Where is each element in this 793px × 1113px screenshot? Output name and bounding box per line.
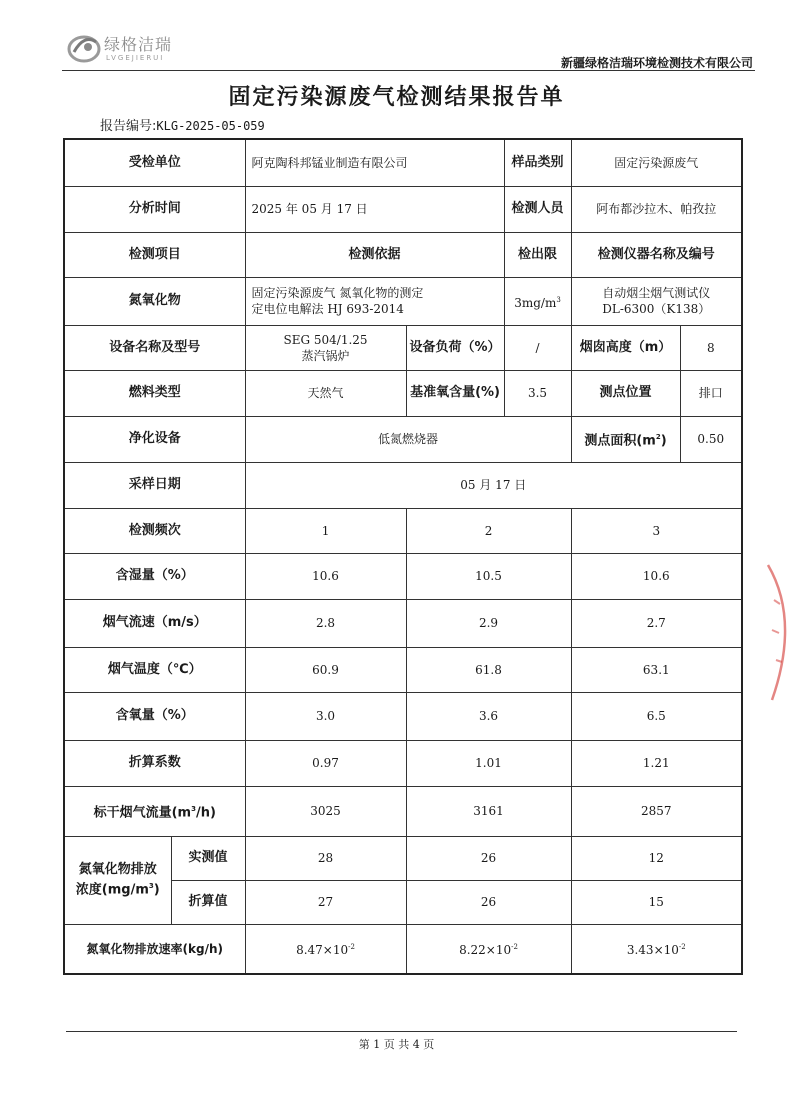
chimney-label: 烟囱高度（m） [571, 325, 680, 370]
oxygen-ref-label: 基准氧含量(%) [406, 370, 504, 416]
load-label: 设备负荷（%） [406, 325, 504, 370]
instrument-value [571, 277, 742, 325]
moisture-1: 10.6 [245, 553, 406, 599]
oxygen-label: 含氧量（%） [64, 692, 245, 740]
moisture-3: 10.6 [571, 553, 742, 599]
flow-label-text: 标干烟气流量(m [93, 805, 192, 821]
item-value: 氮氧化物 [64, 277, 245, 325]
rate-1-value: 8.47×10 [296, 943, 349, 958]
freq-label: 检测频次 [64, 508, 245, 553]
page-title: 固定污染源废气检测结果报告单 [228, 85, 565, 110]
basis-value [245, 277, 504, 325]
equipment-line-1: SEG 504/1.25 [283, 332, 368, 347]
measured-3: 12 [571, 836, 742, 880]
load-value: / [504, 325, 571, 370]
flow-3: 2857 [571, 786, 742, 836]
limit-label: 检出限 [504, 232, 571, 277]
report-number-value: KLG-2025-05-059 [156, 119, 265, 133]
table-row [64, 277, 742, 325]
date-value: 05 月 17 日 [245, 462, 742, 508]
logo-english-name: LVGEJIERUI [106, 54, 165, 62]
table-row [64, 186, 742, 232]
table-row [64, 325, 742, 370]
table-row [64, 692, 742, 740]
oxygen-2: 3.6 [406, 692, 571, 740]
report-number-label: 报告编号: [100, 119, 157, 134]
table-row [64, 647, 742, 692]
table-row [64, 924, 742, 974]
logo-chinese-name: 绿格洁瑞 [104, 35, 173, 54]
table-row [64, 370, 742, 416]
area-label-close: ) [660, 433, 667, 449]
table-row [64, 508, 742, 553]
report-number [100, 115, 265, 134]
table-row [64, 462, 742, 508]
sample-type-label: 样品类别 [504, 139, 571, 186]
sample-type-value: 固定污染源废气 [571, 139, 742, 186]
table-row [64, 836, 742, 880]
temp-3: 63.1 [571, 647, 742, 692]
item-label: 检测项目 [64, 232, 245, 277]
flow-label-sup: 3 [191, 804, 196, 813]
converted-2: 26 [406, 880, 571, 924]
oxygen-3: 6.5 [571, 692, 742, 740]
nox-conc-label [64, 836, 171, 924]
instrument-line-2: DL-6300（K138） [602, 302, 711, 316]
chimney-value: 8 [680, 325, 742, 370]
header-divider [62, 70, 755, 71]
moisture-2: 10.5 [406, 553, 571, 599]
rate-1-exp: -2 [348, 943, 355, 952]
inspector-value: 阿布都沙拉木、帕孜拉 [571, 186, 742, 232]
point-label: 测点位置 [571, 370, 680, 416]
results-table [63, 138, 743, 975]
nox-conc-label-line-2 [67, 878, 169, 898]
freq-3: 3 [571, 508, 742, 553]
flow-label [64, 786, 245, 836]
converted-label: 折算值 [171, 880, 245, 924]
basis-line-1: 固定污染源废气 氮氧化物的测定 [251, 286, 424, 300]
instrument-label: 检测仪器名称及编号 [571, 232, 742, 277]
velocity-2: 2.9 [406, 599, 571, 647]
red-stamp-fragment [760, 560, 793, 710]
nox-conc-label-line-1: 氮氧化物排放 [78, 861, 157, 877]
factor-label: 折算系数 [64, 740, 245, 786]
oxygen-ref-value: 3.5 [504, 370, 571, 416]
limit-value-text: 3mg/m [514, 295, 557, 310]
rate-2-exp: -2 [511, 943, 518, 952]
converted-1: 27 [245, 880, 406, 924]
converted-3: 15 [571, 880, 742, 924]
table-row [64, 232, 742, 277]
basis-line-2: 定电位电解法 HJ 693-2014 [251, 302, 404, 316]
footer-divider [66, 1031, 737, 1032]
analysis-time-value: 2025 年 05 月 17 日 [245, 186, 504, 232]
flow-1: 3025 [245, 786, 406, 836]
page-number: 第 1 页 共 4 页 [358, 1038, 435, 1051]
freq-1: 1 [245, 508, 406, 553]
basis-label: 检测依据 [245, 232, 504, 277]
analysis-time-label: 分析时间 [64, 186, 245, 232]
area-label [571, 416, 680, 462]
date-label: 采样日期 [64, 462, 245, 508]
velocity-3: 2.7 [571, 599, 742, 647]
purify-value: 低氮燃烧器 [245, 416, 571, 462]
measured-label: 实测值 [171, 836, 245, 880]
area-label-sup: 2 [655, 432, 661, 441]
rate-3 [571, 924, 742, 974]
purify-label: 净化设备 [64, 416, 245, 462]
table-row [64, 740, 742, 786]
limit-value-sup: 3 [556, 295, 561, 304]
rate-3-value: 3.43×10 [626, 943, 679, 958]
point-value: 排口 [680, 370, 742, 416]
table-row [64, 786, 742, 836]
table-row [64, 139, 742, 186]
temp-1: 60.9 [245, 647, 406, 692]
equipment-label: 设备名称及型号 [64, 325, 245, 370]
company-name: 新疆绿格洁瑞环境检测技术有限公司 [560, 56, 753, 70]
temp-2: 61.8 [406, 647, 571, 692]
flow-label-unit: /h) [195, 805, 216, 821]
flow-2: 3161 [406, 786, 571, 836]
rate-2-value: 8.22×10 [459, 943, 512, 958]
logo-swirl-icon [66, 30, 102, 66]
table-row [64, 553, 742, 599]
table-row [64, 416, 742, 462]
velocity-label: 烟气流速（m/s） [64, 599, 245, 647]
fuel-label: 燃料类型 [64, 370, 245, 416]
measured-2: 26 [406, 836, 571, 880]
velocity-1: 2.8 [245, 599, 406, 647]
measured-1: 28 [245, 836, 406, 880]
factor-3: 1.21 [571, 740, 742, 786]
client-value: 阿克陶科邦锰业制造有限公司 [245, 139, 504, 186]
oxygen-1: 3.0 [245, 692, 406, 740]
rate-2 [406, 924, 571, 974]
limit-value [504, 277, 571, 325]
rate-1 [245, 924, 406, 974]
area-label-text: 测点面积(m [584, 433, 656, 449]
fuel-value: 天然气 [245, 370, 406, 416]
nox-conc-label-close: ) [153, 882, 160, 898]
nox-conc-label-unit: 浓度(mg/m [75, 882, 149, 898]
rate-3-exp: -2 [678, 943, 686, 952]
area-value: 0.50 [680, 416, 742, 462]
equipment-value [245, 325, 406, 370]
moisture-label: 含湿量（%） [64, 553, 245, 599]
equipment-line-2: 蒸汽锅炉 [301, 348, 350, 363]
company-logo [66, 30, 206, 70]
factor-1: 0.97 [245, 740, 406, 786]
instrument-line-1: 自动烟尘烟气测试仪 [602, 286, 711, 300]
rate-label: 氮氧化物排放速率(kg/h) [64, 924, 245, 974]
inspector-label: 检测人员 [504, 186, 571, 232]
client-label: 受检单位 [64, 139, 245, 186]
table-row [64, 599, 742, 647]
freq-2: 2 [406, 508, 571, 553]
temp-label: 烟气温度（℃） [64, 647, 245, 692]
factor-2: 1.01 [406, 740, 571, 786]
nox-conc-label-sup: 3 [148, 881, 154, 890]
